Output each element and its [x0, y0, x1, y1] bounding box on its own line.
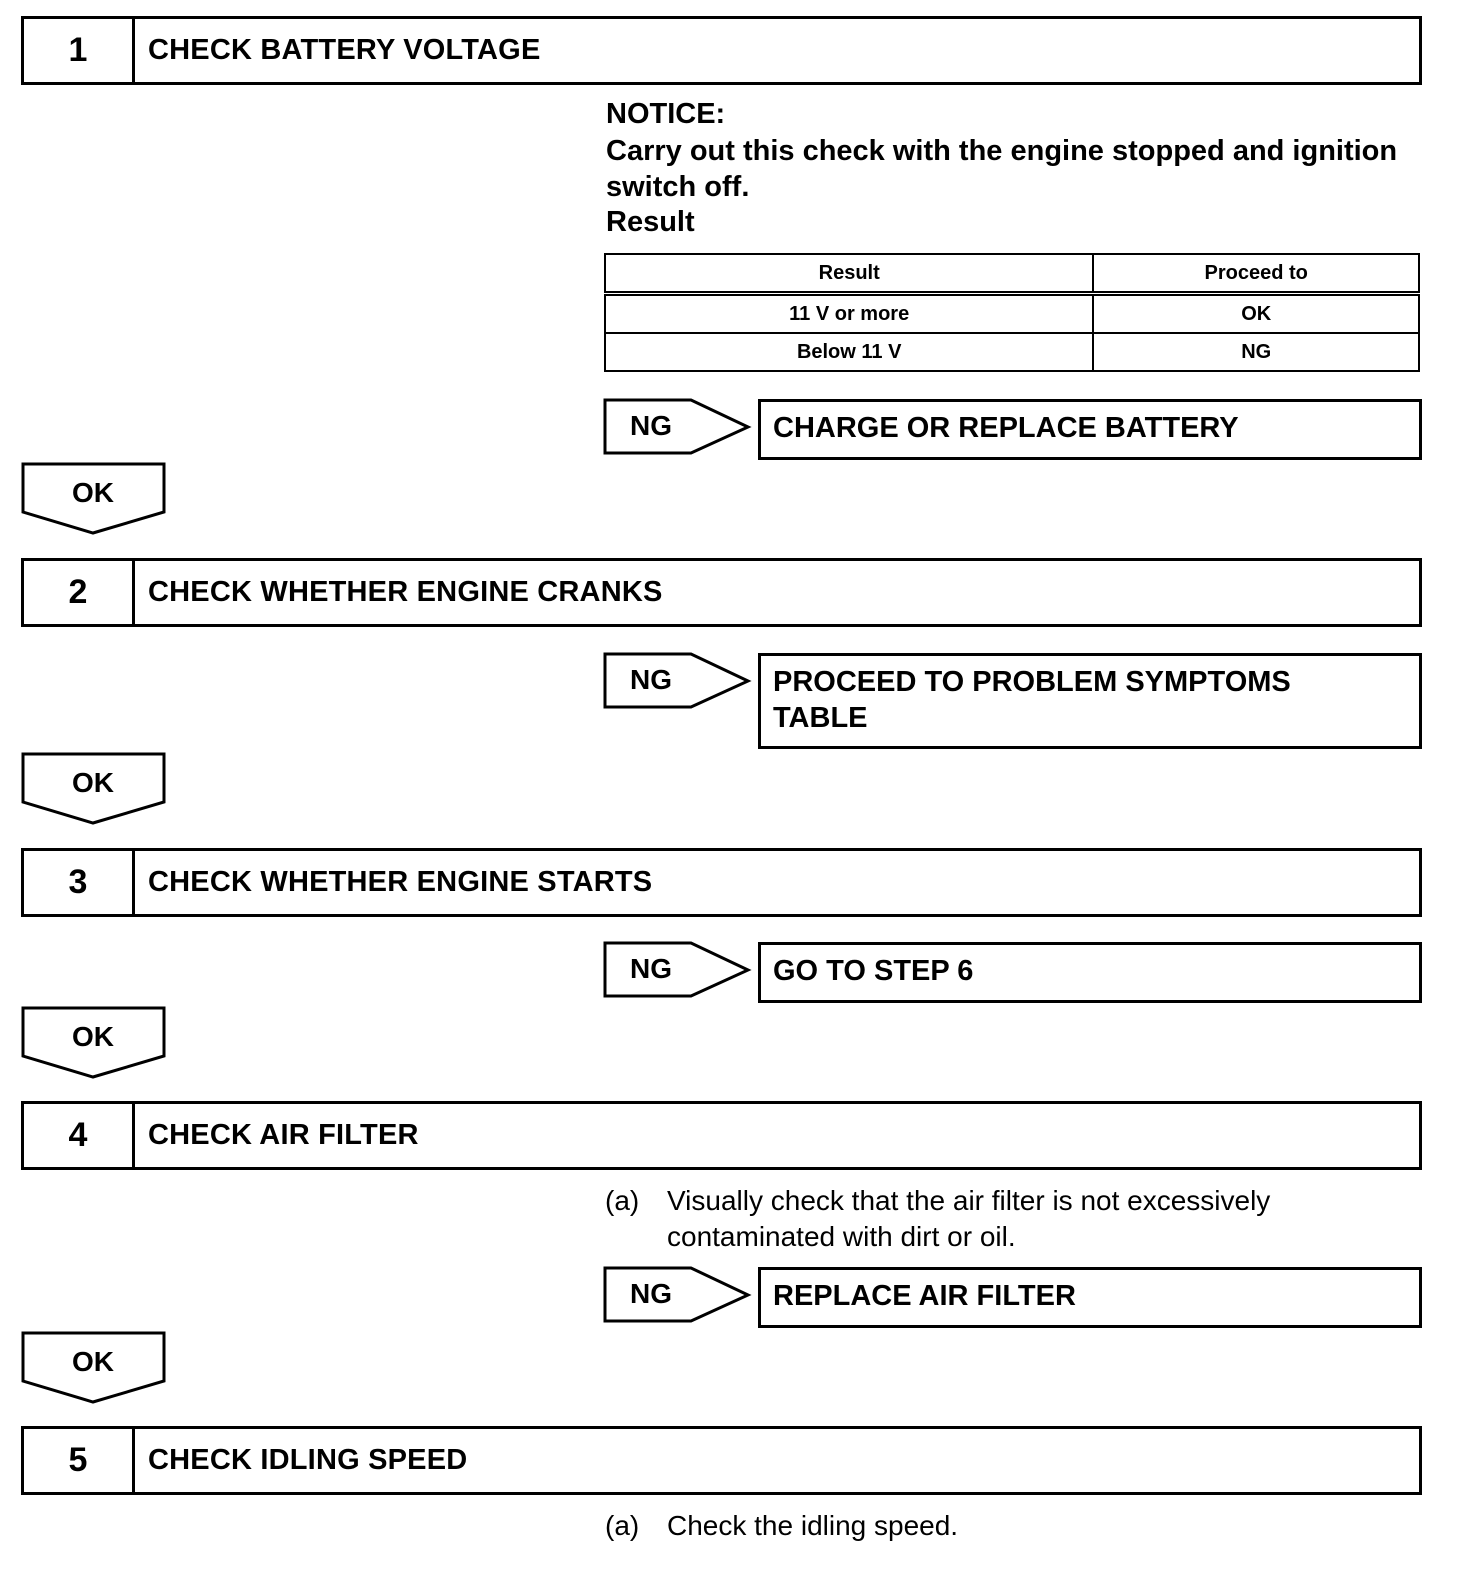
- step-number: 5: [24, 1429, 135, 1492]
- sub-step-label: (a): [605, 1510, 640, 1541]
- sub-step-text: Visually check that the air filter is not excessively contaminated with dirt or oil.: [667, 1185, 1271, 1252]
- step-title: CHECK AIR FILTER: [148, 1119, 419, 1151]
- ok-label: OK: [72, 767, 114, 798]
- ng-label: NG: [630, 953, 672, 984]
- ng-label: NG: [630, 410, 672, 441]
- step-title: CHECK BATTERY VOLTAGE: [148, 34, 541, 66]
- table-cell: 11 V or more: [605, 294, 1093, 334]
- table-cell: Below 11 V: [605, 333, 1093, 371]
- result-heading: Result: [606, 206, 695, 238]
- ok-arrow-tag: [21, 1006, 167, 1080]
- ok-arrow-tag: [21, 1331, 167, 1405]
- ng-arrow-tag: [603, 652, 753, 710]
- table-cell: NG: [1093, 333, 1419, 371]
- ok-arrow-tag: [21, 462, 167, 536]
- table-header-cell: Result: [605, 254, 1093, 294]
- step-title: CHECK WHETHER ENGINE STARTS: [148, 866, 653, 898]
- ng-result-box: GO TO STEP 6: [758, 942, 1422, 1003]
- notice-heading: NOTICE:: [606, 98, 726, 130]
- ok-label: OK: [72, 477, 114, 508]
- ok-arrow-tag: [21, 752, 167, 826]
- result-table: [604, 253, 1420, 372]
- step-number: 3: [24, 851, 135, 914]
- step-4-header: [21, 1101, 1422, 1170]
- table-cell: OK: [1093, 294, 1419, 334]
- table-header-row: [605, 254, 1419, 294]
- table-row: [605, 333, 1419, 371]
- step-title: CHECK IDLING SPEED: [148, 1444, 468, 1476]
- table-header-cell: Proceed to: [1093, 254, 1419, 294]
- ng-label: NG: [630, 1278, 672, 1309]
- step-1-header: [21, 16, 1422, 85]
- sub-step-text: Check the idling speed.: [667, 1510, 959, 1541]
- sub-step-label: (a): [605, 1185, 640, 1216]
- ng-arrow-tag: [603, 398, 753, 456]
- ng-arrow-tag: [603, 941, 753, 999]
- notice-text: Carry out this check with the engine stopped and ignition switch off.: [606, 135, 1398, 203]
- ng-label: NG: [630, 664, 672, 695]
- ng-result-box: CHARGE OR REPLACE BATTERY: [758, 399, 1422, 460]
- step-2-header: [21, 558, 1422, 627]
- step-3-header: [21, 848, 1422, 917]
- step-5-header: [21, 1426, 1422, 1495]
- ng-arrow-tag: [603, 1266, 753, 1324]
- step-number: 4: [24, 1104, 135, 1167]
- ng-result-box: REPLACE AIR FILTER: [758, 1267, 1422, 1328]
- ok-label: OK: [72, 1021, 114, 1052]
- ng-result-box: PROCEED TO PROBLEM SYMPTOMS TABLE: [758, 653, 1422, 749]
- step-number: 2: [24, 561, 135, 624]
- ok-label: OK: [72, 1346, 114, 1377]
- step-number: 1: [24, 19, 135, 82]
- step-title: CHECK WHETHER ENGINE CRANKS: [148, 576, 663, 608]
- table-row: [605, 294, 1419, 334]
